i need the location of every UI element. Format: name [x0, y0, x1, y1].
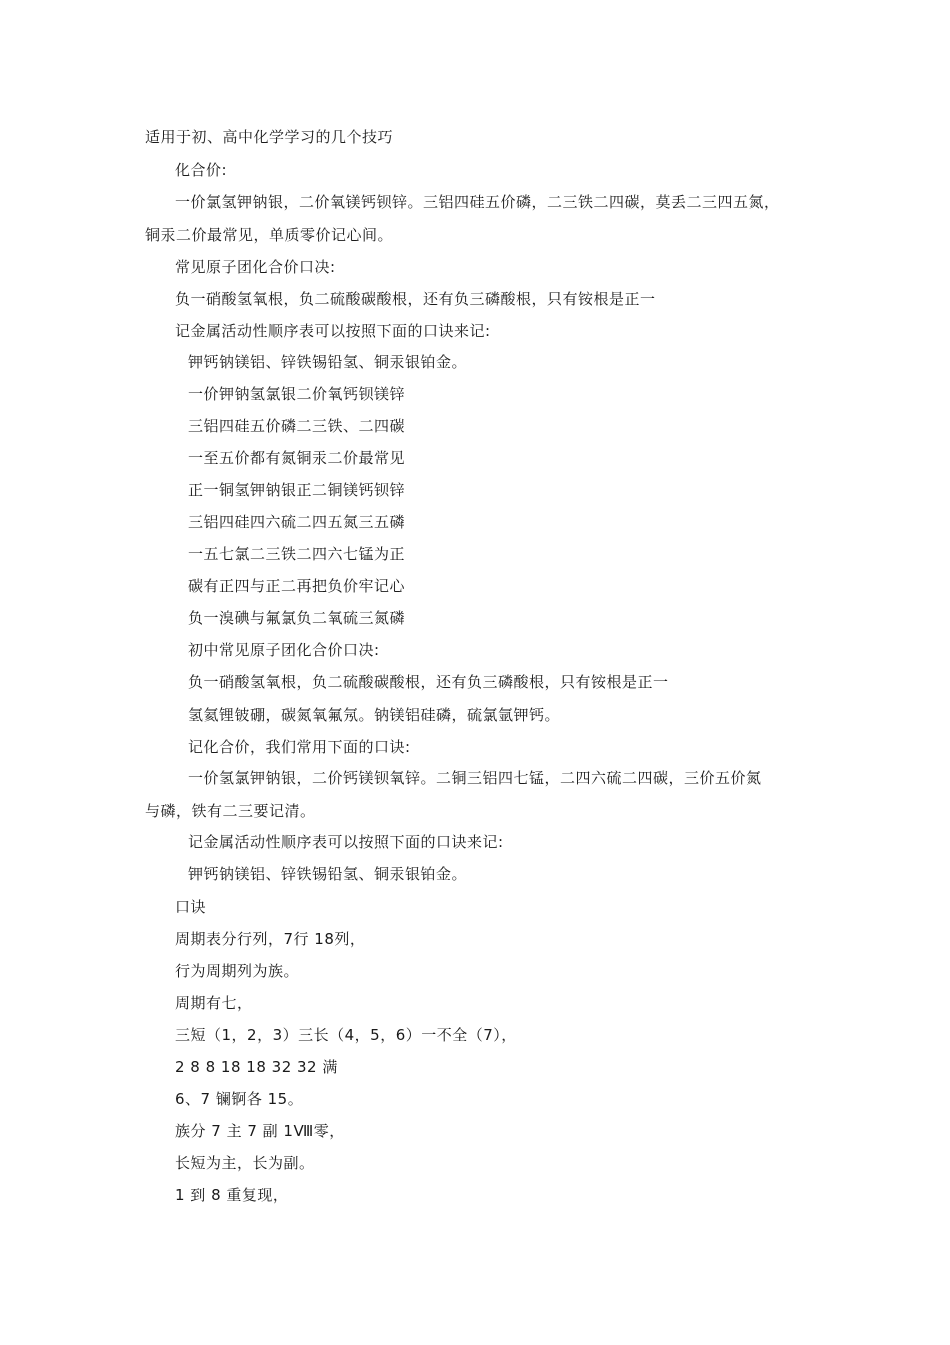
- text-line: 行为周期列为族。: [175, 962, 300, 980]
- text-line: 三短（1，2，3）三长（4，5，6）一不全（7），: [175, 1026, 517, 1044]
- text-line: 周期有七，: [175, 994, 253, 1012]
- text-line: 负一硝酸氢氧根，负二硫酸碳酸根，还有负三磷酸根，只有铵根是正一: [175, 290, 656, 308]
- text-line: 一价钾钠氢氯银二价氧钙钡镁锌: [188, 385, 406, 403]
- text-line: 负一溴碘与氟氯负二氧硫三氮磷: [188, 609, 406, 627]
- document-title: 适用于初、高中化学学习的几个技巧: [145, 128, 394, 146]
- text-line: 正一铜氢钾钠银正二铜镁钙钡锌: [188, 481, 406, 499]
- text-line: 铜汞二价最常见，单质零价记心间。: [145, 226, 394, 244]
- text-line: 三铝四硅四六硫二四五氮三五磷: [188, 513, 406, 531]
- text-line: 负一硝酸氢氧根，负二硫酸碳酸根，还有负三磷酸根，只有铵根是正一: [188, 673, 669, 691]
- text-line: 记化合价，我们常用下面的口诀:: [188, 738, 411, 756]
- text-line: 一价氢氯钾钠银，二价钙镁钡氧锌。二铜三铝四七锰，二四六硫二四碳，三价五价氮: [188, 769, 762, 787]
- text-line: 族分 7 主 7 副 1Ⅷ零，: [175, 1122, 345, 1140]
- text-line: 2 8 8 18 18 32 32 满: [175, 1058, 338, 1076]
- text-line: 一至五价都有氮铜汞二价最常见: [188, 449, 406, 467]
- text-line: 初中常见原子团化合价口决:: [188, 641, 380, 659]
- text-line: 碳有正四与正二再把负价牢记心: [188, 577, 406, 595]
- text-line: 氢氦锂铍硼，碳氮氧氟氖。钠镁铝硅磷，硫氯氩钾钙。: [188, 706, 561, 724]
- text-line: 记金属活动性顺序表可以按照下面的口诀来记:: [175, 322, 491, 340]
- text-line: 与磷，铁有二三要记清。: [145, 802, 316, 820]
- text-line: 一五七氯二三铁二四六七锰为正: [188, 545, 406, 563]
- text-line: 记金属活动性顺序表可以按照下面的口诀来记:: [188, 833, 504, 851]
- text-line: 周期表分行列，7行 18列，: [175, 930, 366, 948]
- text-line: 常见原子团化合价口决:: [175, 258, 336, 276]
- text-line: 一价氯氢钾钠银，二价氧镁钙钡锌。三铝四硅五价磷，二三铁二四碳，莫丢二三四五氮，: [175, 193, 780, 211]
- text-line: 口诀: [175, 898, 207, 916]
- text-line: 钾钙钠镁铝、锌铁锡铅氢、铜汞银铂金。: [188, 353, 468, 371]
- text-line: 6、7 镧锕各 15。: [175, 1090, 304, 1108]
- text-line: 化合价:: [175, 161, 228, 179]
- text-line: 长短为主，长为副。: [175, 1154, 315, 1172]
- text-line: 钾钙钠镁铝、锌铁锡铅氢、铜汞银铂金。: [188, 865, 468, 883]
- text-line: 1 到 8 重复现，: [175, 1186, 289, 1204]
- text-line: 三铝四硅五价磷二三铁、二四碳: [188, 417, 406, 435]
